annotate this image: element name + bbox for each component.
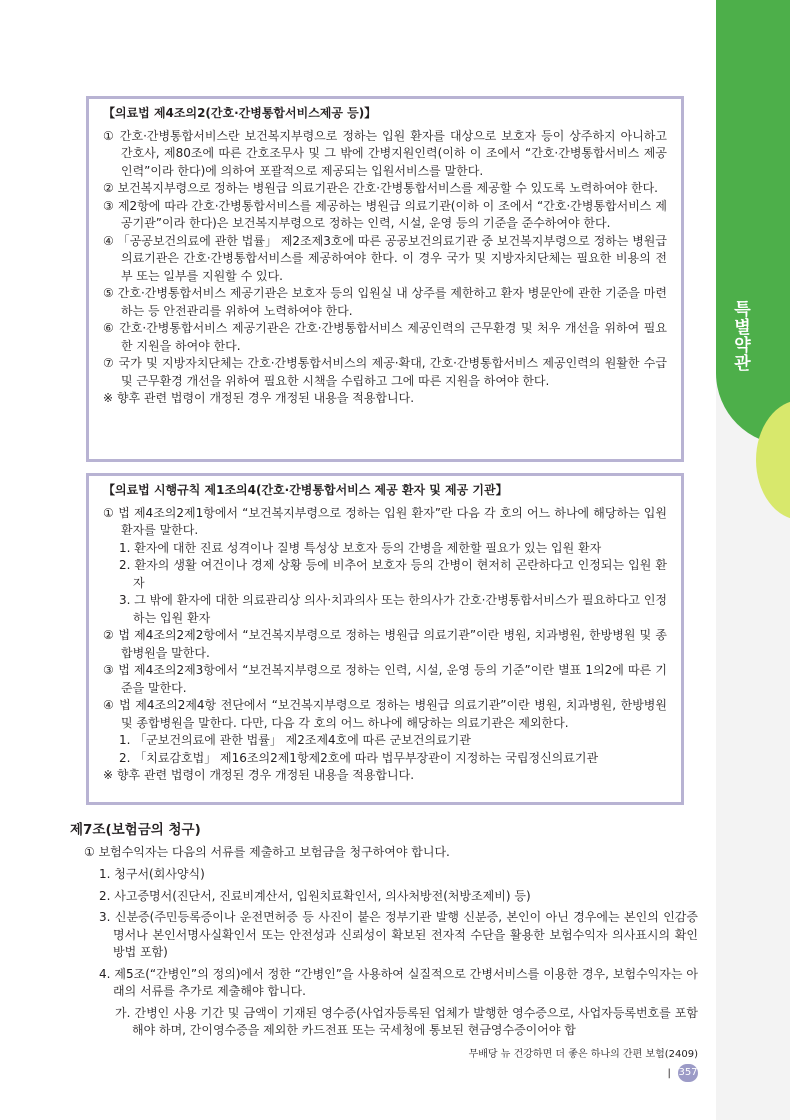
law-sub-item: 2. 「치료감호법」 제16조의2제1항제2호에 따라 법무부장관이 지정하는 국립정신의료기관 [119, 750, 599, 765]
law-box-medical-act [86, 96, 684, 462]
law-sub-item: 3. 그 밖에 환자에 대한 의료관리상 의사·치과의사 또는 한의사가 간호·간병통합서비스가 필요하다고 인정하는 입원 환자 [119, 593, 667, 625]
article-7-section [70, 822, 698, 1040]
law-sub-item: 2. 환자의 생활 여건이나 경제 상황 등에 비추어 보호자 등의 간병이 현저히 곤란하다고 인정되는 입원 환자 [119, 558, 667, 590]
law-box-enforcement-rule [86, 473, 684, 805]
section-intro: ① 보험수익자는 다음의 서류를 제출하고 보험금을 청구하여야 합니다. [84, 844, 450, 859]
law-item: ③ 제2항에 따라 간호·간병통합서비스를 제공하는 병원급 의료기관(이하 이 조에서 “간호·간병통합서비스 제공기관”이라 한다)은 보건복지부령으로 정하는 인력, 시설, 운영 등의 기준을 준수하여야 한다. [103, 198, 667, 230]
section-title: 제7조(보험금의 청구) [70, 822, 201, 838]
list-item: 4. 제5조(“간병인”의 정의)에서 정한 “간병인”을 사용하여 실질적으로 간병서비스를 이용한 경우, 보험수익자는 아래의 서류를 추가로 제출해야 합니다. [99, 966, 698, 998]
side-tab-label: 특별약관 [730, 300, 750, 372]
law-item: ② 보건복지부령으로 정하는 병원급 의료기관은 간호·간병통합서비스를 제공할 수 있도록 노력하여야 한다. [103, 181, 658, 195]
list-item: 3. 신분증(주민등록증이나 운전면허증 등 사진이 붙은 정부기관 발행 신분증, 본인이 아닌 경우에는 본인의 인감증명서나 본인서명사실확인서 또는 안전성과 신뢰성이 확보된 전자적 수단을 활용한 보험수익자 의사표시의 확인 방법 포함) [99, 910, 698, 959]
law-note: ※ 향후 관련 법령이 개정된 경우 개정된 내용을 적용합니다. [103, 391, 415, 405]
law-item: ① 법 제4조의2제1항에서 “보건복지부령으로 정하는 입원 환자”란 다음 각 호의 어느 하나에 해당하는 입원 환자를 말한다. [103, 505, 667, 537]
page-footer [466, 1046, 698, 1079]
law-item: ⑥ 간호·간병통합서비스 제공기관은 간호·간병통합서비스 제공인력의 근무환경 및 처우 개선을 위하여 필요한 지원을 하여야 한다. [103, 321, 667, 353]
list-item: 1. 청구서(회사양식) [99, 867, 205, 881]
list-item: 2. 사고증명서(진단서, 진료비계산서, 입원치료확인서, 의사처방전(처방조제비) 등) [99, 888, 531, 903]
law-note: ※ 향후 관련 법령이 개정된 경우 개정된 내용을 적용합니다. [103, 768, 415, 782]
law-sub-item: 1. 「군보건의료에 관한 법률」 제2조제4호에 따른 군보건의료기관 [119, 733, 471, 747]
side-tab [716, 0, 790, 1120]
law-item: ③ 법 제4조의2제3항에서 “보건복지부령으로 정하는 인력, 시설, 운영 등의 기준”이란 별표 1의2에 따른 기준을 말한다. [103, 663, 667, 695]
law-item: ④ 「공공보건의료에 관한 법률」 제2조제3호에 따른 공공보건의료기관 중 보건복지부령으로 정하는 병원급 의료기관은 간호·간병통합서비스를 제공하여야 한다. 이 경우 국가 및 지방자치단체는 필요한 비용의 전부 또는 일부를 지원할 수 있다. [103, 233, 667, 283]
law-sub-item: 1. 환자에 대한 진료 성격이나 질병 특성상 보호자 등의 간병을 제한할 필요가 있는 입원 환자 [119, 540, 602, 555]
list-sub-item: 가. 간병인 사용 기간 및 금액이 기재된 영수증(사업자등록된 업체가 발행한 영수증으로, 사업자등록번호를 포함해야 하며, 간이영수증을 제외한 카드전표 또는 국세청에 통보된 현금영수증이어야 합 [115, 1005, 698, 1037]
side-tab-green-shape [716, 0, 790, 445]
footer-separator: | [667, 1068, 671, 1079]
law-item: ⑦ 국가 및 지방자치단체는 간호·간병통합서비스의 제공·확대, 간호·간병통합서비스 제공인력의 원활한 수급 및 근무환경 개선을 위하여 필요한 시책을 수립하고 그에 따른 지원을 하여야 한다. [103, 356, 667, 388]
law-item: ② 법 제4조의2제2항에서 “보건복지부령으로 정하는 병원급 의료기관”이란 병원, 치과병원, 한방병원 및 종합병원을 말한다. [103, 628, 667, 660]
law-item: ① 간호·간병통합서비스란 보건복지부령으로 정하는 입원 환자를 대상으로 보호자 등이 상주하지 아니하고 간호사, 제80조에 따른 간호조무사 및 그 밖에 간병지원인력(이하 이 조에서 “간호·간병통합서비스 제공인력”이라 한다)에 의하여 포괄적으로 제공되는 입원서비스를 말한다. [103, 128, 667, 178]
law-box-title: 【의료법 제4조의2(간호·간병통합서비스제공 등)】 [103, 106, 377, 120]
law-item: ④ 법 제4조의2제4항 전단에서 “보건복지부령으로 정하는 병원급 의료기관”이란 병원, 치과병원, 한방병원 및 종합병원을 말한다. 다만, 다음 각 호의 어느 하나에 해당하는 의료기관은 제외한다. [103, 698, 667, 730]
footer-product-name: 무배당 뉴 건강하면 더 좋은 하나의 간편 보험(2409) [468, 1049, 698, 1060]
law-box-title: 【의료법 시행규칙 제1조의4(간호·간병통합서비스 제공 환자 및 제공 기관】 [103, 483, 508, 497]
page-number: 357 [678, 1064, 698, 1082]
law-item: ⑤ 간호·간병통합서비스 제공기관은 보호자 등의 입원실 내 상주를 제한하고 환자 병문안에 관한 기준을 마련하는 등 안전관리를 위하여 노력하여야 한다. [103, 286, 667, 318]
